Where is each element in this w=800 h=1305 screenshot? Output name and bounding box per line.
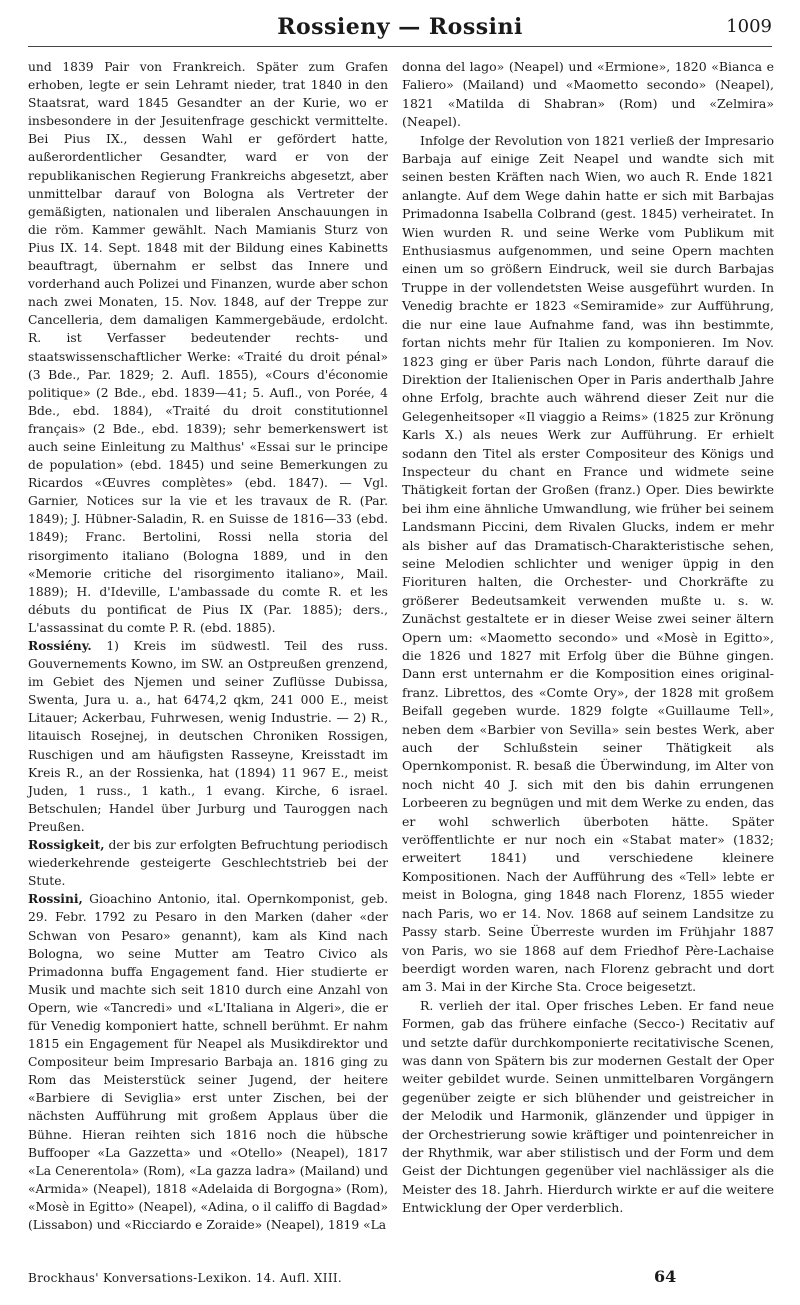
left-column	[28, 58, 388, 1234]
right-column	[402, 58, 774, 1218]
entry-rossieny	[28, 637, 388, 836]
entry-headword: Rossiény.	[28, 638, 92, 653]
rossi-article-continuation: und 1839 Pair von Frankreich. Später zum Grafen erhoben, legte er sein Lehramt nieder, trat 1840 in den Staatsrat, ward 1845 Gesandter an der Kurie, wo er insbesondere in der Jesuitenfrage geschickt vermittelte. Bei Pius IX., dessen Wahl er gefördert hatte, außerordentlicher Gesandter, ward er von der republikanischen Regierung Frankreichs abgesetzt, aber unmittelbar darauf von Bologna als Vertreter der gemäßigten, nationalen und liberalen Anschauungen in die röm. Kammer gewählt. Nach Mamianis Sturz von Pius IX. 14. Sept. 1848 mit der Bildung eines Kabinetts beauftragt, übernahm er selbst das Innere und vorderhand auch Polizei und Finanzen, wurde aber schon nach zwei Monaten, 15. Nov. 1848, auf der Treppe zur Cancelleria, dem damaligen Kammergebäude, erdolcht. R. ist Verfasser bedeutender rechts- und staatswissenschaftlicher Werke: «Traité du droit pénal» (3 Bde., Par. 1829; 2. Aufl. 1855), «Cours d'économie politique» (2 Bde., ebd. 1839—41; 5. Aufl., von Porée, 4 Bde., ebd. 1884), «Traité du droit constitutionnel français» (2 Bde., ebd. 1839); sehr bemerkenswert ist auch seine Einleitung zu Malthus' «Essai sur le principe de population» (ebd. 1845) und seine Bemerkungen zu Ricardos «Œuvres complètes» (ebd. 1847). — Vgl. Garnier, Notices sur la vie et les travaux de R. (Par. 1849); J. Hübner-Saladin, R. en Suisse de 1816—33 (ebd. 1849); Franc. Bertolini, Rossi nella storia del risorgimento italiano (Bologna 1889, und in den «Memorie critiche del risorgimento italiano», Mail. 1889); H. d'Ideville, L'ambassade du comte R. et les débuts du pontificat de Pius IX (Par. 1885); ders., L'assassinat du comte P. R. (ebd. 1885).	[28, 60, 388, 635]
entry-body: 1) Kreis im südwestl. Teil des russ. Gouvernements Kowno, im SW. an Ostpreußen grenzend, im Gebiet des Njemen und seiner Zuflüsse Dubissa, Swenta, Jura u. a., hat 6474,2 qkm, 241 000 E., meist Litauer; Ackerbau, Fuhrwesen, wenig Industrie. — 2) R., litauisch Rosejnej, in deutschen Chroniken Rossigen, Ruschigen und am häufigsten Rasseyne, Kreisstadt im Kreis R., an der Rossienka, hat (1894) 11 967 E., meist Juden, 1 russ., 1 kath., 1 evang. Kirche, 6 israel. Betschulen; Handel über Jurburg und Tauroggen nach Preußen.	[28, 639, 388, 834]
page-header	[28, 6, 772, 47]
rossini-works-continuation: donna del lago» (Neapel) und «Ermione», 1820 «Bianca e Faliero» (Mailand) und «Maometto secondo» (Neapel), 1821 «Matilda di Shabran» (Rom) und «Zelmira» (Neapel).	[402, 59, 774, 130]
entry-body: Gioachino Antonio, ital. Opernkomponist, geb. 29. Febr. 1792 zu Pesaro in den Marken (daher «der Schwan von Pesaro» genannt), kam als Kind nach Bologna, wo seine Mutter am Teatro Civico als Primadonna buffa Engagement fand. Hier studierte er Musik und machte sich seit 1810 durch eine Anzahl von Opern, wie «Tancredi» und «L'Italiana in Algeri», die er für Venedig komponiert hatte, schnell berühmt. Er nahm 1815 ein Engagement für Neapel als Musikdirektor und Compositeur beim Impresario Barbaja an. 1816 ging zu Rom das Meisterstück seiner Jugend, der heitere «Barbiere di Seviglia» erst unter Zischen, bei der nächsten Aufführung mit großem Applaus über die Bühne. Hieran reihten sich 1816 noch die hübsche Buffooper «La Gazzetta» und «Otello» (Neapel), 1817 «La Cenerentola» (Rom), «La gazza ladra» (Mailand) und «Armida» (Neapel), 1818 «Adelaida di Borgogna» (Rom), «Mosè in Egitto» (Neapel), «Adina, o il califfo di Bagdad» (Lissabon) und «Ricciardo e Zoraide» (Neapel), 1819 «La	[28, 892, 388, 1232]
entry-headword: Rossini,	[28, 891, 83, 907]
rossini-biography-paragraph: Infolge der Revolution von 1821 verließ der Impresario Barbaja auf einige Zeit Neapel und wandte sich mit seinen besten Kräften nach Wien, wo auch R. Ende 1821 anlangte. Auf dem Wege dahin hatte er sich mit Barbajas Primadonna Isabella Colbrand (gest. 1845) verheiratet. In Wien wurden R. und seine Werke vom Publikum mit Enthusiasmus aufgenommen, und seine Opern machten einen um so größern Eindruck, weil sie durch Barbajas Truppe in der vollendetsten Weise ausgeführt wurden. In Venedig brachte er 1823 «Semiramide» zur Aufführung, die nur eine laue Aufnahme fand, was ihn bestimmte, fortan nichts mehr für Italien zu komponieren. Im Nov. 1823 ging er über Paris nach London, führte darauf die Direktion der Italienischen Oper in Paris anderthalb Jahre ohne Erfolg, brachte auch während dieser Zeit nur die Gelegenheitsoper «Il viaggio a Reims» (1825 zur Krönung Karls X.) als neues Werk zur Aufführung. Er erhielt sodann den Titel als erster Compositeur des Königs und Inspecteur du chant en France und widmete seine Thätigkeit fortan der Großen (franz.) Oper. Dies bewirkte bei ihm eine ähnliche Umwandlung, wie früher bei seinem Landsmann Piccini, dem Rivalen Glucks, indem er mehr als bisher auf das Dramatisch-Charakteristische sehen, seine Melodien schlichter und weniger üppig in den Fiorituren halten, die Orchester- und Chorkräfte zu größerer Bedeutsamkeit verwenden mußte u. s. w. Zunächst gestaltete er in dieser Weise zwei seiner ältern Opern um: «Maometto secondo» und «Mosè in Egitto», die 1826 und 1827 mit Erfolg über die Bühne gingen. Dann erst unternahm er die Komposition eines original-franz. Librettos, des «Comte Ory», der 1828 mit großem Beifall gegeben wurde. 1829 folgte «Guillaume Tell», neben dem «Barbier von Sevilla» sein bestes Werk, aber auch der Schlußstein seiner Thätigkeit als Opernkomponist. R. besaß die Überwindung, im Alter von noch nicht 40 J. sich mit den bis dahin errungenen Lorbeeren zu begnügen und mit dem Werke zu enden, das er wohl schwerlich überboten hätte. Später veröffentlichte er nur noch ein «Stabat mater» (1832; erweitert 1841) und verschiedene kleinere Kompositionen. Nach der Aufführung des «Tell» lebte er meist in Bologna, ging 1848 nach Florenz, 1855 wieder nach Paris, wo er 14. Nov. 1868 auf seinem Landsitze zu Passy starb. Seine Überreste wurden im Frühjahr 1887 von Paris, wo sie 1868 auf dem Friedhof Père-Lachaise beerdigt worden waren, nach Florenz gebracht und dort am 3. Mai in der Kirche Sta. Croce beigesetzt.	[402, 132, 774, 995]
entry-headword: Rossigkeit,	[28, 837, 105, 853]
signature-mark: 64	[654, 1267, 677, 1286]
entry-body: der bis zur erfolgten Befruchtung periodisch wiederkehrende gesteigerte Geschlechtstrieb bei der Stute.	[28, 838, 388, 889]
page-number: 1009	[726, 16, 772, 37]
imprint-line: Brockhaus' Konversations-Lexikon. 14. Aufl. XIII.	[28, 1271, 343, 1285]
entry-rossigkeit	[28, 836, 388, 890]
running-head: Rossieny — Rossini	[277, 14, 523, 40]
rossini-assessment-paragraph: R. verlieh der ital. Oper frisches Leben. Er fand neue Formen, gab das frühere einfache (Secco-) Recitativ auf und setzte dafür durchkomponierte recitativische Scenen, was dann von Spätern bis zur modernen Gestalt der Oper weiter gebildet wurde. Seinen unmittelbaren Vorgängern gegenüber zeigte er sich blühender und geistreicher in der Melodik und Harmonik, glänzender und üppiger in der Orchestrierung sowie kräftiger und pointenreicher in der Rhythmik, war aber stilistisch und der Form und dem Geist der Dichtungen gegenüber viel nachlässiger als die Meister des 18. Jahrh. Hierdurch wirkte er auf die weitere Entwicklung der Oper verderblich.	[402, 997, 774, 1216]
page-footer	[28, 1267, 772, 1291]
entry-rossini	[28, 890, 388, 1234]
